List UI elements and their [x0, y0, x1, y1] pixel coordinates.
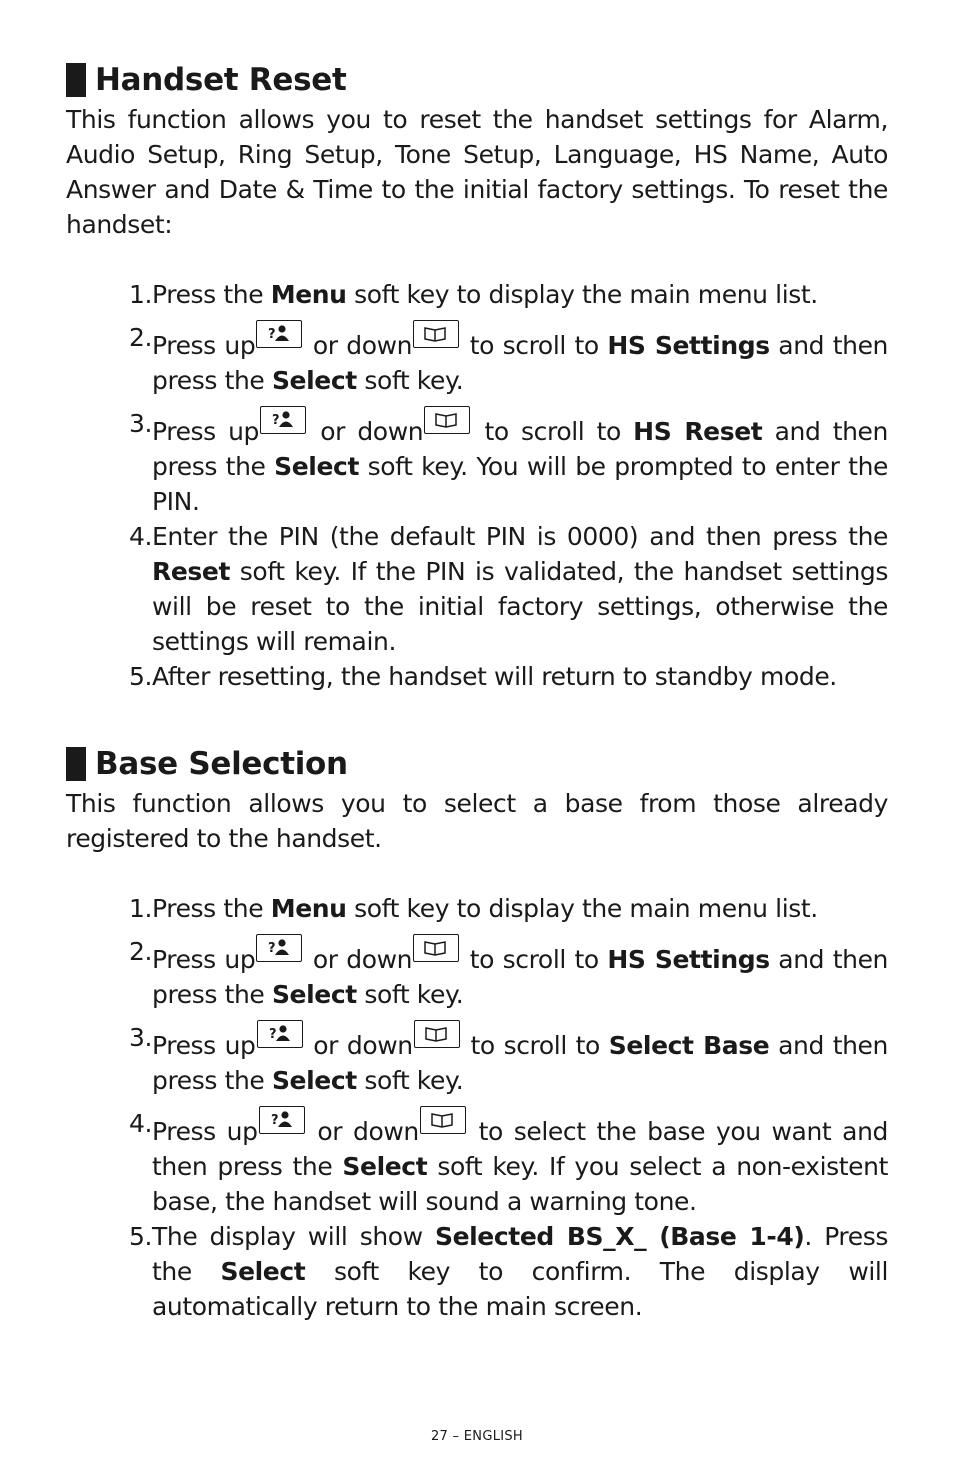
step-number: 3.	[129, 409, 153, 438]
bold-term: HS Reset	[633, 417, 763, 446]
heading-bullet-icon	[66, 63, 86, 97]
step-item	[66, 320, 888, 398]
step-text-run: and then press the	[152, 1031, 888, 1095]
step-text-run: Press up	[152, 1117, 258, 1146]
step-text	[152, 406, 888, 519]
step-text	[152, 519, 888, 659]
phonebook-down-key-icon	[413, 934, 459, 962]
step-text-run: Press up	[152, 1031, 256, 1060]
step-item	[66, 1020, 888, 1098]
step-item	[66, 891, 888, 926]
bold-term: Select	[342, 1152, 428, 1181]
bold-term: Select	[271, 980, 357, 1009]
step-text-run: and then press the	[152, 331, 888, 395]
caller-id-up-key-icon	[259, 1106, 305, 1134]
step-text	[152, 891, 888, 926]
step-number-col	[66, 406, 152, 519]
step-text-run: to scroll to	[461, 945, 608, 974]
bold-term: Select	[220, 1257, 306, 1286]
step-text	[152, 934, 888, 1012]
svg-text:?: ?	[268, 1027, 276, 1042]
step-number: 4.	[129, 1109, 153, 1138]
step-text-run: Press up	[152, 417, 259, 446]
bold-term: HS Settings	[607, 945, 770, 974]
step-number: 1.	[129, 894, 153, 923]
step-number-col	[66, 519, 152, 659]
phonebook-down-key-icon	[420, 1106, 466, 1134]
section-intro: This function allows you to select a base from those already registered to the handset.	[66, 789, 888, 853]
bold-term: Select	[271, 1066, 357, 1095]
step-number-col	[66, 1020, 152, 1098]
step-text-run: soft key.	[356, 366, 464, 395]
step-number-col	[66, 1219, 152, 1324]
step-item	[66, 519, 888, 659]
step-text-run: Press up	[152, 945, 256, 974]
caller-id-up-key-icon	[260, 406, 306, 434]
step-text-run: soft key. You will be prompted to enter the PIN.	[152, 452, 888, 516]
step-number: 5.	[129, 662, 153, 691]
bold-term: Menu	[270, 894, 347, 923]
step-number-col	[66, 891, 152, 926]
step-number-col	[66, 934, 152, 1012]
step-item	[66, 659, 888, 694]
section	[66, 58, 888, 694]
step-text-run: or down	[304, 331, 413, 360]
step-text-run: soft key. If you select a non-existent base, the handset will sound a warning tone.	[152, 1152, 888, 1216]
step-text-run: or down	[306, 1117, 419, 1146]
step-number: 5.	[129, 1222, 153, 1251]
step-text-run: . Press the	[152, 1222, 888, 1286]
step-number-col	[66, 1106, 152, 1219]
step-text	[152, 1219, 888, 1324]
step-item	[66, 1219, 888, 1324]
step-text-run: After resetting, the handset will return to standby mode.	[152, 662, 837, 691]
manual-page	[66, 58, 888, 1324]
bold-term: Select	[274, 452, 359, 481]
bold-term: Select Base	[608, 1031, 770, 1060]
svg-text:?: ?	[270, 1113, 278, 1128]
bold-term: Select	[271, 366, 357, 395]
heading-bullet-icon	[66, 747, 86, 781]
svg-text:?: ?	[268, 327, 276, 342]
step-list	[66, 277, 888, 694]
svg-text:?: ?	[268, 941, 276, 956]
bold-term: Selected BS_X_ (Base 1-4)	[434, 1222, 805, 1251]
step-text-run: and then press the	[152, 945, 888, 1009]
step-text-run: to scroll to	[472, 417, 634, 446]
caller-id-up-key-icon	[257, 1020, 303, 1048]
section	[66, 742, 888, 1324]
step-item	[66, 406, 888, 519]
step-text-run: Press the	[152, 894, 271, 923]
sections-container	[66, 58, 888, 1324]
step-text-run: soft key to display the main menu list.	[346, 894, 818, 923]
step-number: 4.	[129, 522, 153, 551]
step-text-run: Press up	[152, 331, 256, 360]
step-text	[152, 659, 888, 694]
step-text-run: or down	[304, 1031, 413, 1060]
section-title: Handset Reset	[95, 62, 347, 98]
step-number-col	[66, 277, 152, 312]
bold-term: Menu	[270, 280, 347, 309]
phonebook-down-key-icon	[424, 406, 470, 434]
phonebook-down-key-icon	[413, 320, 459, 348]
step-text-run: Press the	[152, 280, 271, 309]
step-text-run: The display will show	[152, 1222, 435, 1251]
step-item	[66, 934, 888, 1012]
section-heading	[66, 58, 888, 102]
step-text-run: soft key.	[356, 980, 464, 1009]
caller-id-up-key-icon	[256, 320, 302, 348]
step-number: 3.	[129, 1023, 153, 1052]
step-text-run: or down	[304, 945, 413, 974]
caller-id-up-key-icon	[256, 934, 302, 962]
step-item	[66, 1106, 888, 1219]
step-text	[152, 1020, 888, 1098]
section-intro: This function allows you to reset the handset settings for Alarm, Audio Setup, Ring Setup, Tone Setup, Language, HS Name, Auto Answer and Date & Time to the initial factory settings. To reset the handset:	[66, 105, 888, 239]
step-number: 2.	[129, 323, 153, 352]
step-number-col	[66, 659, 152, 694]
step-text-run: to select the base you want and then press the	[152, 1117, 888, 1181]
bold-term: HS Settings	[607, 331, 770, 360]
page-footer: 27 – ENGLISH	[430, 1429, 524, 1444]
step-text	[152, 277, 888, 312]
step-number-col	[66, 320, 152, 398]
step-text	[152, 1106, 888, 1219]
section-title: Base Selection	[95, 746, 348, 782]
step-list	[66, 891, 888, 1324]
step-text-run: soft key to confirm. The display will automatically return to the main screen.	[152, 1257, 889, 1321]
step-text-run: soft key. If the PIN is validated, the handset settings will be reset to the initial factory settings, otherwise the settings will remain.	[152, 557, 888, 656]
bold-term: Reset	[152, 557, 230, 586]
step-text-run: and then press the	[152, 417, 888, 481]
step-item	[66, 277, 888, 312]
step-text-run: soft key.	[356, 1066, 464, 1095]
step-text	[152, 320, 888, 398]
svg-text:?: ?	[272, 413, 280, 428]
step-text-run: to scroll to	[461, 331, 608, 360]
step-number: 1.	[129, 280, 153, 309]
step-text-run: to scroll to	[461, 1031, 609, 1060]
section-heading	[66, 742, 888, 786]
step-text-run: or down	[308, 417, 424, 446]
phonebook-down-key-icon	[414, 1020, 460, 1048]
step-text-run: Enter the PIN (the default PIN is 0000) and then press the	[152, 522, 888, 551]
step-text-run: soft key to display the main menu list.	[346, 280, 818, 309]
step-number: 2.	[129, 937, 153, 966]
